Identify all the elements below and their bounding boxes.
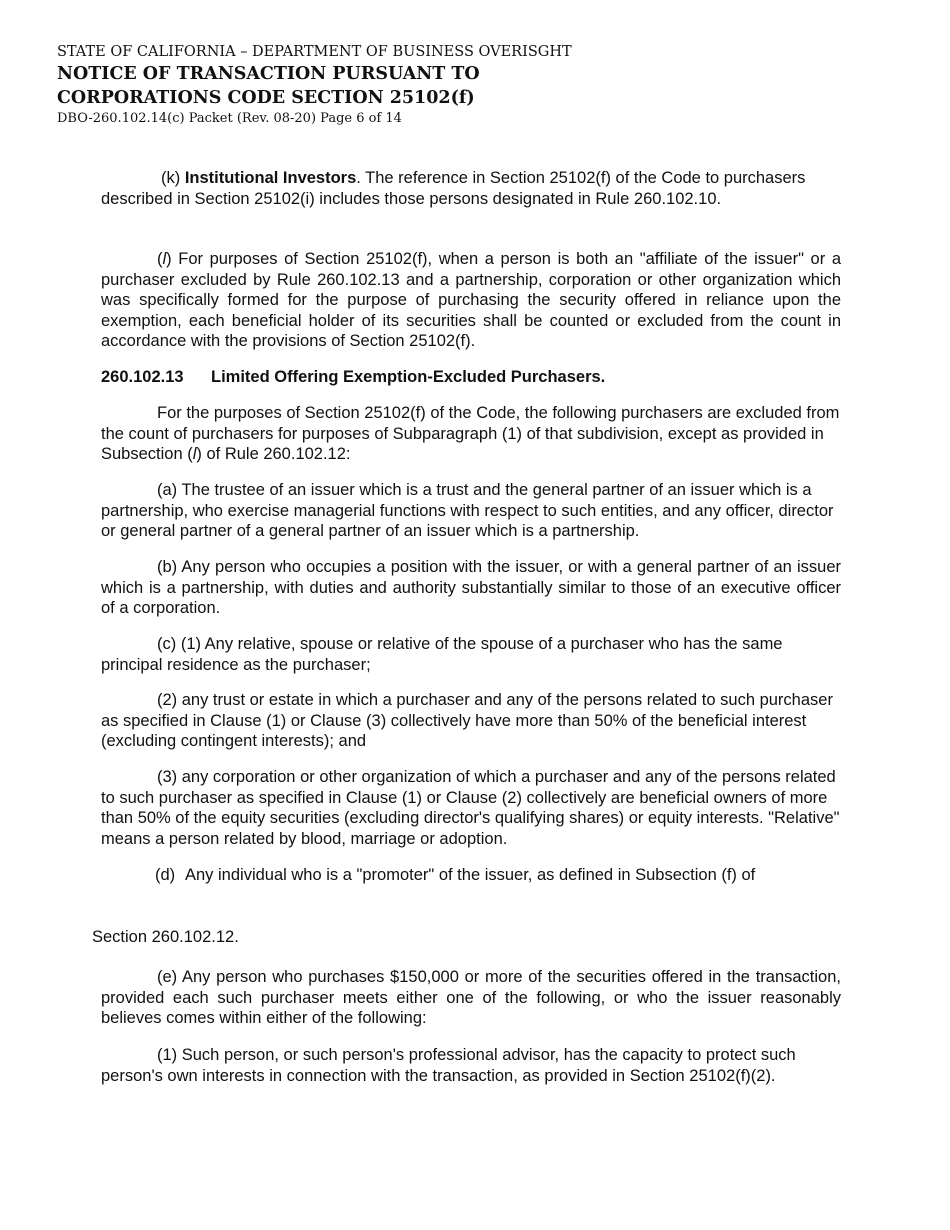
paragraph-k bbox=[101, 168, 841, 209]
paragraph-c3: (3) any corporation or other organization of which a purchaser and any of the persons related to such purchaser as specified in Clause (1) or Clause (2) collectively are beneficial owners of more than 50% of the equity securities (excluding director's qualifying shares) or equity interests. "Relative" means a person related by blood, marriage or adoption. bbox=[101, 768, 840, 848]
paragraph-a: (a) The trustee of an issuer which is a trust and the general partner of an issuer which is a partnership, who exercise managerial functions with respect to such entities, and any officer, director or general partner of a general partner of an issuer which is a partnership. bbox=[101, 481, 834, 541]
paragraph-e: (e) Any person who purchases $150,000 or more of the securities offered in the transaction, provided each such purchaser meets either one of the following, or who the issuer reasonably believes comes within either of the following: bbox=[101, 968, 841, 1028]
paragraph-d-text: Any individual who is a "promoter" of the issuer, as defined in Subsection (f) of bbox=[185, 866, 756, 884]
paragraph-c1: (c) (1) Any relative, spouse or relative of the spouse of a purchaser who has the same principal residence as the purchaser; bbox=[101, 635, 783, 674]
section-title: Limited Offering Exemption-Excluded Purchasers. bbox=[211, 368, 606, 386]
page-header bbox=[57, 42, 572, 128]
paragraph-e1: (1) Such person, or such person's professional advisor, has the capacity to protect such person's own interests in connection with the transaction, as provided in Section 25102(f)(2). bbox=[101, 1046, 796, 1085]
notice-title-line-1: NOTICE OF TRANSACTION PURSUANT TO bbox=[57, 64, 480, 84]
paragraph-k-text: . The reference in Section 25102(f) of the Code to purchasers described in Section 25102(i) includes those persons designated in Rule 260.102.10. bbox=[101, 169, 806, 208]
section-intro: For the purposes of Section 25102(f) of the Code, the following purchasers are excluded from the count of purchasers for purposes of Subparagraph (1) of that subdivision, except as provided in Subsection (l) of Rule 260.102.12: bbox=[101, 404, 840, 464]
paragraph-l: (l) For purposes of Section 25102(f), when a person is both an "affiliate of the issuer" or a purchaser excluded by Rule 260.102.13 and a partnership, corporation or other organization which was specifically formed for the purpose of purchasing the security offered in reliance upon the exemption, each beneficial holder of its securities shall be counted or excluded from the count in accordance with the provisions of Section 25102(f). bbox=[101, 250, 841, 351]
paragraph-d bbox=[155, 865, 831, 886]
paragraph-d-label: (d) bbox=[155, 866, 176, 884]
form-number-page-indicator: DBO-260.102.14(c) Packet (Rev. 08-20) Page 6 of 14 bbox=[57, 111, 402, 126]
section-number: 260.102.13 bbox=[101, 368, 184, 386]
paragraph-c2: (2) any trust or estate in which a purchaser and any of the persons related to such purchaser as specified in Clause (1) or Clause (3) collectively have more than 50% of the beneficial interest (excluding contingent interests); and bbox=[101, 691, 833, 751]
paragraph-d-continuation: Section 260.102.12. bbox=[92, 928, 239, 946]
section-heading bbox=[101, 367, 841, 388]
paragraph-k-label: (k) bbox=[161, 169, 181, 187]
paragraph-l-text: For purposes of Section 25102(f), when a person is both an "affiliate of the issuer" or a purchaser excluded by Rule 260.102.13 and a partnership, corporation or other organization which was specifically formed for the purpose of purchasing the security offered in reliance upon the exemption, each beneficial holder of its securities shall be counted or excluded from the count in accordance with the provisions of Section 25102(f). bbox=[101, 250, 841, 351]
paragraph-b: (b) Any person who occupies a position with the issuer, or with a general partner of an issuer which is a partnership, with duties and authority substantially similar to those of an executive officer of a corporation. bbox=[101, 558, 841, 618]
notice-title-line-2: CORPORATIONS CODE SECTION 25102(f) bbox=[57, 88, 475, 108]
paragraph-l-letter: l bbox=[162, 250, 167, 268]
paragraph-k-heading: Institutional Investors bbox=[184, 169, 357, 187]
agency-name: STATE OF CALIFORNIA – DEPARTMENT OF BUSINESS OVERISGHT bbox=[57, 44, 572, 60]
